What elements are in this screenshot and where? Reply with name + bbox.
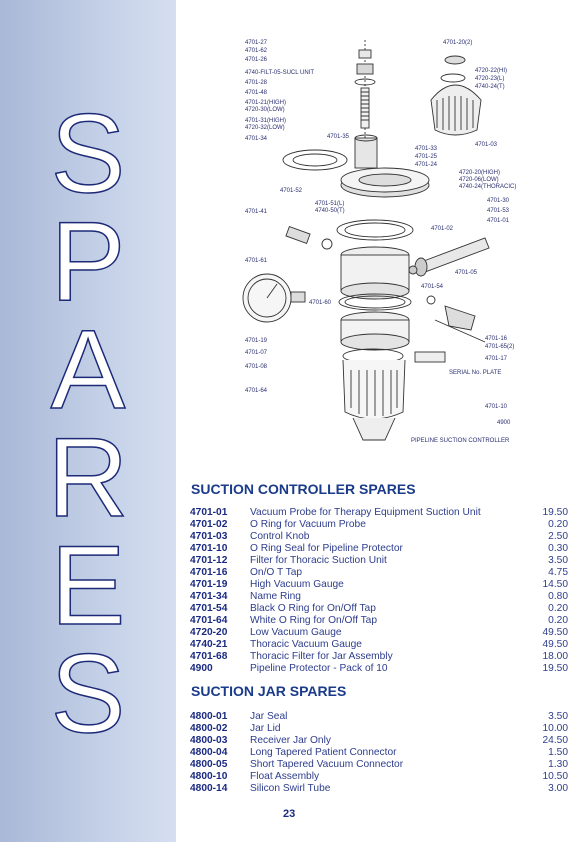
part-code: 4701-34 — [190, 591, 228, 602]
part-code: 4701-54 — [190, 603, 228, 614]
table-row — [190, 519, 568, 531]
table-row — [190, 627, 568, 639]
part-description: Thoracic Vacuum Gauge — [250, 639, 362, 650]
part-code: 4701-64 — [190, 615, 228, 626]
diagram-label: 4701-28 — [245, 80, 268, 86]
table-row — [190, 663, 568, 675]
part-description: Black O Ring for On/Off Tap — [250, 603, 376, 614]
diagram-label: 4701-33 — [415, 146, 438, 152]
part-description: Control Knob — [250, 531, 310, 542]
sidebar-panel — [0, 0, 176, 842]
diagram-label: 4701-41 — [245, 209, 268, 215]
table-row — [190, 543, 568, 555]
part-code: 4701-68 — [190, 651, 228, 662]
diagram-label: 4701-34 — [245, 136, 268, 142]
suction-jar-heading: SUCTION JAR SPARES — [191, 683, 347, 699]
part-code: 4701-10 — [190, 543, 228, 554]
part-code: 4800-01 — [190, 711, 228, 722]
part-price: 3.00 — [548, 783, 568, 794]
diagram-label: 4701-61 — [245, 258, 268, 264]
diagram-label: 4701-01 — [487, 218, 510, 224]
table-row — [190, 531, 568, 543]
table-row — [190, 711, 568, 723]
diagram-label: 4720-32(LOW) — [245, 125, 285, 131]
part-code: 4800-10 — [190, 771, 228, 782]
part-code: 4701-19 — [190, 579, 228, 590]
table-row — [190, 759, 568, 771]
part-price: 0.20 — [548, 519, 568, 530]
diagram-label: 4701-17 — [485, 356, 508, 362]
sidebar-letter-s1: S — [50, 91, 126, 216]
diagram-label: 4701-48 — [245, 90, 268, 96]
part-price: 3.50 — [548, 711, 568, 722]
part-price: 24.50 — [542, 735, 568, 746]
diagram-label: 4701-26 — [245, 57, 268, 63]
part-price: 19.50 — [542, 507, 568, 518]
exploded-parts-diagram — [235, 30, 525, 455]
part-description: Long Tapered Patient Connector — [250, 747, 397, 758]
sidebar-letter-e: E — [50, 523, 126, 648]
part-code: 4740-21 — [190, 639, 228, 650]
diagram-label: 4701-62 — [245, 48, 268, 54]
part-code: 4800-04 — [190, 747, 228, 758]
part-price: 49.50 — [542, 639, 568, 650]
part-code: 4701-02 — [190, 519, 228, 530]
part-description: Receiver Jar Only — [250, 735, 331, 746]
part-price: 0.20 — [548, 603, 568, 614]
part-code: 4800-05 — [190, 759, 228, 770]
diagram-label: 4720-23(L) — [475, 76, 505, 82]
diagram-label: 4701-19 — [245, 338, 268, 344]
part-description: Filter for Thoracic Suction Unit — [250, 555, 387, 566]
part-price: 2.50 — [548, 531, 568, 542]
diagram-label: 4701-52 — [280, 188, 303, 194]
table-row — [190, 735, 568, 747]
table-row — [190, 783, 568, 795]
diagram-label: 4701-27 — [245, 40, 268, 46]
part-price: 18.00 — [542, 651, 568, 662]
diagram-label: 4900 — [497, 420, 511, 426]
part-price: 49.50 — [542, 627, 568, 638]
part-price: 0.20 — [548, 615, 568, 626]
part-description: Thoracic Filter for Jar Assembly — [250, 651, 393, 662]
part-price: 0.30 — [548, 543, 568, 554]
table-row — [190, 591, 568, 603]
part-description: Jar Seal — [250, 711, 288, 722]
diagram-label: 4701-07 — [245, 350, 268, 356]
diagram-label: 4701-05 — [455, 270, 478, 276]
part-price: 3.50 — [548, 555, 568, 566]
diagram-label: 4701-03 — [475, 142, 498, 148]
sidebar-letter-a: A — [50, 307, 126, 432]
diagram-label: 4740-24(T) — [475, 84, 505, 90]
part-price: 10.00 — [542, 723, 568, 734]
table-row — [190, 723, 568, 735]
diagram-label: 4701-30 — [487, 198, 510, 204]
part-price: 1.50 — [548, 747, 568, 758]
diagram-label: 4701-35 — [327, 134, 350, 140]
diagram-label: 4701-54 — [421, 284, 444, 290]
diagram-label: 4701-31(HIGH) — [245, 118, 287, 124]
part-code: 4701-03 — [190, 531, 228, 542]
part-description: Low Vacuum Gauge — [250, 627, 342, 638]
diagram-label: 4720-22(HI) — [475, 68, 508, 74]
part-description: O Ring for Vacuum Probe — [250, 519, 366, 530]
diagram-label: 4740-FILT-05-SUCL UNIT — [245, 70, 315, 76]
part-description: Float Assembly — [250, 771, 320, 782]
diagram-label: 4701-21(HIGH) — [245, 100, 287, 106]
part-description: On/O T Tap — [250, 567, 303, 578]
part-price: 10.50 — [542, 771, 568, 782]
diagram-label: 4701-25 — [415, 154, 438, 160]
page-number: 23 — [283, 808, 296, 820]
part-code: 4800-02 — [190, 723, 228, 734]
part-code: 4701-12 — [190, 555, 228, 566]
part-code: 4800-14 — [190, 783, 228, 794]
table-row — [190, 507, 568, 519]
part-description: Vacuum Probe for Therapy Equipment Suction Unit — [250, 507, 481, 518]
diagram-label: 4720-20(HIGH) — [459, 170, 501, 176]
part-price: 1.30 — [548, 759, 568, 770]
part-price: 4.75 — [548, 567, 568, 578]
diagram-label: 4701-10 — [485, 404, 508, 410]
part-code: 4720-20 — [190, 627, 228, 638]
part-description: High Vacuum Gauge — [250, 579, 344, 590]
diagram-label: SERIAL No. PLATE — [449, 370, 502, 376]
part-description: Short Tapered Vacuum Connector — [250, 759, 404, 770]
part-description: Silicon Swirl Tube — [250, 783, 331, 794]
part-code: 4701-01 — [190, 507, 228, 518]
diagram-label: PIPELINE SUCTION CONTROLLER — [411, 438, 510, 444]
part-price: 0.80 — [548, 591, 568, 602]
table-row — [190, 603, 568, 615]
table-row — [190, 579, 568, 591]
table-row — [190, 555, 568, 567]
part-description: Pipeline Protector - Pack of 10 — [250, 663, 388, 674]
diagram-label: 4720-06(LOW) — [459, 177, 499, 183]
part-description: White O Ring for On/Off Tap — [250, 615, 378, 626]
diagram-label: 4740-50(T) — [315, 208, 345, 214]
diagram-label: 4701-02 — [431, 226, 454, 232]
table-row — [190, 771, 568, 783]
sidebar-letter-s2: S — [50, 631, 126, 756]
part-code: 4701-16 — [190, 567, 228, 578]
suction-controller-heading: SUCTION CONTROLLER SPARES — [191, 481, 416, 497]
diagram-label: 4701-51(L) — [315, 201, 345, 207]
part-code: 4800-03 — [190, 735, 228, 746]
diagram-label: 4701-60 — [309, 300, 332, 306]
table-row — [190, 651, 568, 663]
diagram-label: 4701-53 — [487, 208, 510, 214]
part-description: O Ring Seal for Pipeline Protector — [250, 543, 403, 554]
diagram-label: 4740-24(THORACIC) — [459, 184, 517, 190]
diagram-label: 4701-08 — [245, 364, 268, 370]
diagram-label: 4720-30(LOW) — [245, 107, 285, 113]
sidebar-letter-p: P — [50, 199, 126, 324]
part-code: 4900 — [190, 663, 213, 674]
table-row — [190, 639, 568, 651]
diagram-label: 4701-24 — [415, 162, 438, 168]
table-row — [190, 615, 568, 627]
part-price: 19.50 — [542, 663, 568, 674]
diagram-label: 4701-20(2) — [443, 40, 473, 46]
diagram-label: 4701-65(2) — [485, 344, 515, 350]
table-row — [190, 567, 568, 579]
part-description: Name Ring — [250, 591, 301, 602]
sidebar-letter-r: R — [47, 415, 129, 540]
diagram-label: 4701-64 — [245, 388, 268, 394]
diagram-label: 4701-16 — [485, 336, 508, 342]
table-row — [190, 747, 568, 759]
part-description: Jar Lid — [250, 723, 281, 734]
part-price: 14.50 — [542, 579, 568, 590]
